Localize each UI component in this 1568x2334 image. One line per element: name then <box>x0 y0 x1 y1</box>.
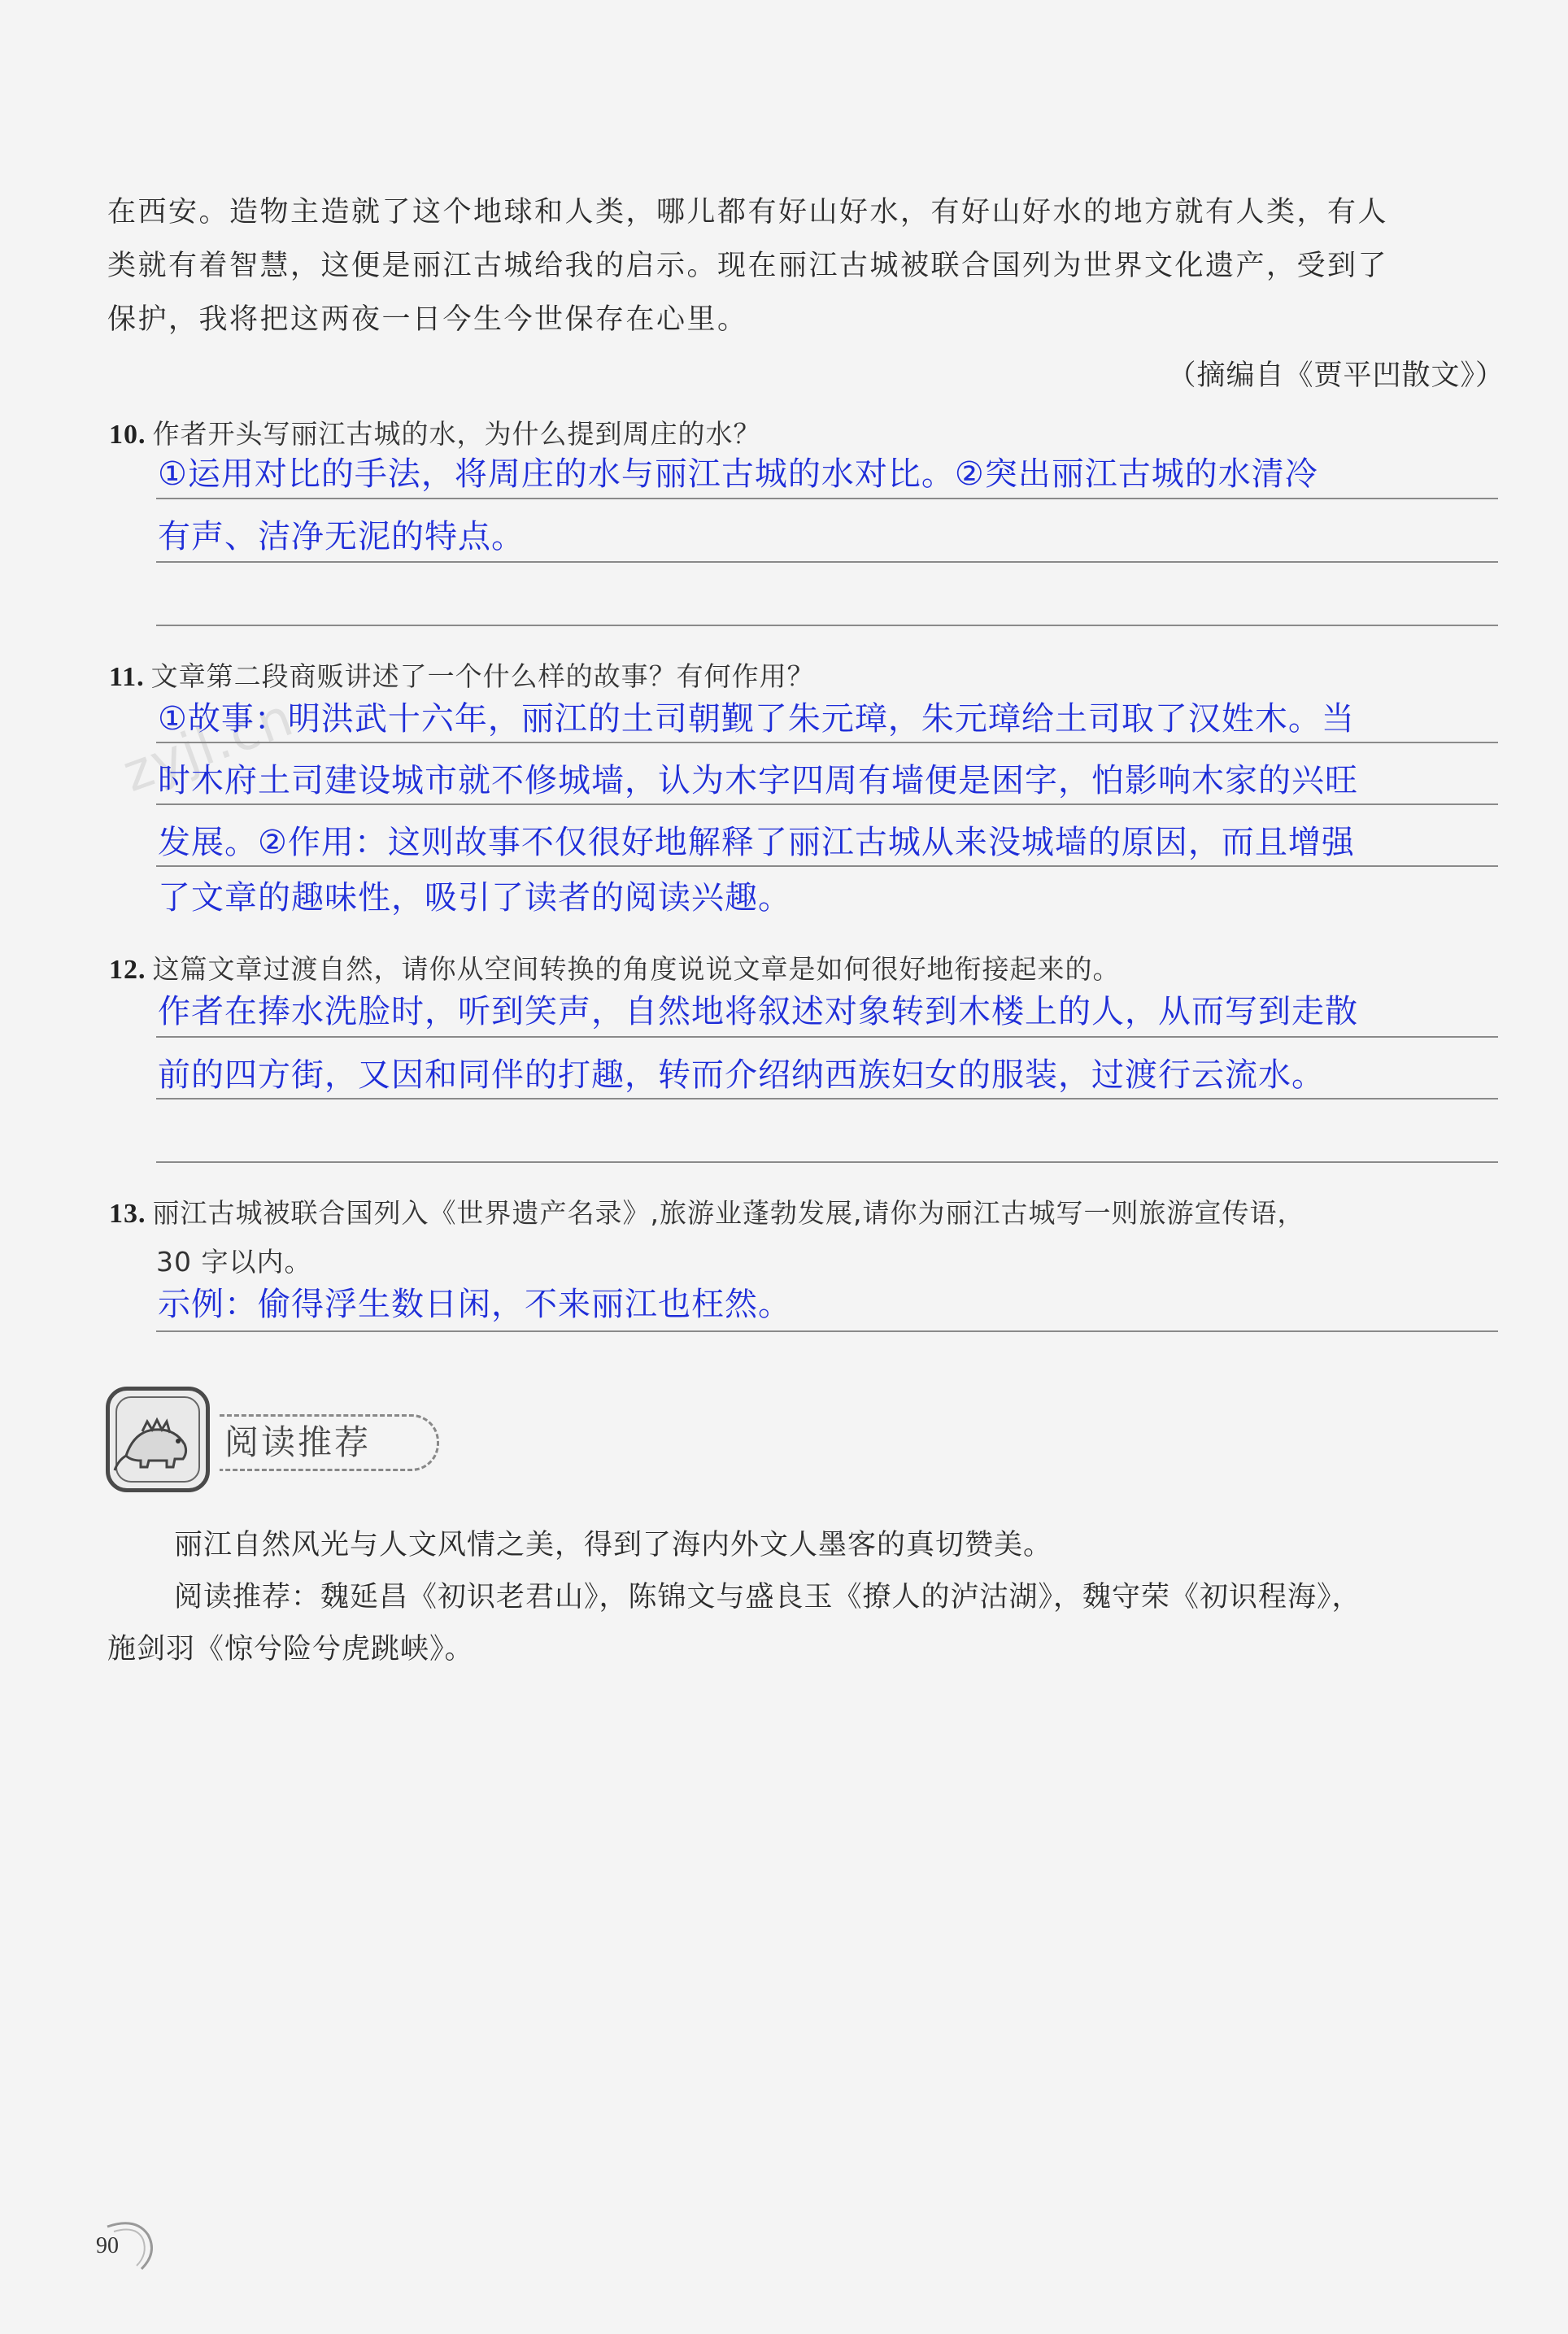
question-number: 13. <box>109 1199 146 1229</box>
question-number: 11. <box>109 662 145 692</box>
passage-source: （摘编自《贾平凹散文》） <box>1167 359 1505 392</box>
answer-rule <box>156 742 1498 743</box>
question-text: 这篇文章过渡自然，请你从空间转换的角度说说文章是如何很好地衔接起来的。 <box>152 953 1121 985</box>
passage-line: 类就有着智慧，这便是丽江古城给我的启示。现在丽江古城被联合国列为世界文化遗产，受到了 <box>107 250 1389 282</box>
answer-line: 有声、洁净无泥的特点。 <box>158 518 525 555</box>
answer-rule <box>156 498 1498 499</box>
answer-rule <box>156 1098 1498 1100</box>
answer-rule <box>156 865 1498 867</box>
passage-line: 保护，我将把这两夜一日今生今世保存在心里。 <box>107 303 748 336</box>
question-12 <box>109 948 1500 986</box>
answer-rule <box>156 561 1498 563</box>
page-number-text: 90 <box>96 2233 119 2258</box>
answer-line: 发展。②作用：这则故事不仅很好地解释了丽江古城从来没城墙的原因，而且增强 <box>158 824 1355 861</box>
answer-line: 时木府土司建设城市就不修城墙，认为木字四周有墙便是困字，怕影响木家的兴旺 <box>158 762 1358 799</box>
question-10 <box>109 413 1500 451</box>
passage-line: 在西安。造物主造就了这个地球和人类，哪儿都有好山好水，有好山好水的地方就有人类，有人 <box>107 196 1389 229</box>
watermark: zyjl.cn <box>115 687 303 804</box>
answer-line: ①故事：明洪武十六年，丽江的土司朝觐了朱元璋，朱元璋给土司取了汉姓木。当 <box>158 700 1355 738</box>
answer-line: ①运用对比的手法，将周庄的水与丽江古城的水对比。②突出丽江古城的水清冷 <box>158 455 1318 493</box>
dinosaur-icon <box>106 1387 210 1492</box>
question-text: 文章第二段商贩讲述了一个什么样的故事？有何作用？ <box>150 660 815 692</box>
reading-recommend-body <box>107 1519 1506 1675</box>
question-11 <box>109 655 1500 694</box>
page-number <box>91 2210 164 2275</box>
question-13 <box>109 1192 1500 1230</box>
reading-recommend-title: 阅读推荐 <box>220 1414 439 1471</box>
recommend-paragraph: 丽江自然风光与人文风情之美，得到了海内外文人墨客的真切赞美。 <box>174 1529 1053 1561</box>
answer-rule <box>156 625 1498 626</box>
question-text: 作者开头写丽江古城的水，为什么提到周庄的水？ <box>152 418 761 450</box>
question-number: 12. <box>109 955 146 985</box>
question-number: 10. <box>109 420 146 450</box>
passage-text <box>107 185 1506 346</box>
recommend-paragraph: 施剑羽《惊兮险兮虎跳峡》。 <box>107 1633 474 1666</box>
answer-line: 了文章的趣味性，吸引了读者的阅读兴趣。 <box>158 879 791 917</box>
answer-rule <box>156 1330 1498 1332</box>
answer-line: 示例：偷得浮生数日闲，不来丽江也枉然。 <box>158 1286 791 1323</box>
reading-recommend-header <box>106 1387 447 1496</box>
answer-rule <box>156 803 1498 805</box>
answer-rule <box>156 1161 1498 1163</box>
recommend-paragraph: 阅读推荐：魏延昌《初识老君山》，陈锦文与盛良玉《撩人的泸沽湖》，魏守荣《初识程海》， <box>174 1581 1361 1613</box>
answer-line: 前的四方街，又因和同伴的打趣，转而介绍纳西族妇女的服装，过渡行云流水。 <box>158 1056 1325 1094</box>
question-text: 丽江古城被联合国列入《世界遗产名录》,旅游业蓬勃发展,请你为丽江古城写一则旅游宣传语， <box>152 1197 1305 1229</box>
answer-rule <box>156 1036 1498 1038</box>
answer-line: 作者在捧水洗脸时，听到笑声，自然地将叙述对象转到木楼上的人，从而写到走散 <box>158 993 1358 1030</box>
question-13-continued: 30 字以内。 <box>156 1246 312 1278</box>
